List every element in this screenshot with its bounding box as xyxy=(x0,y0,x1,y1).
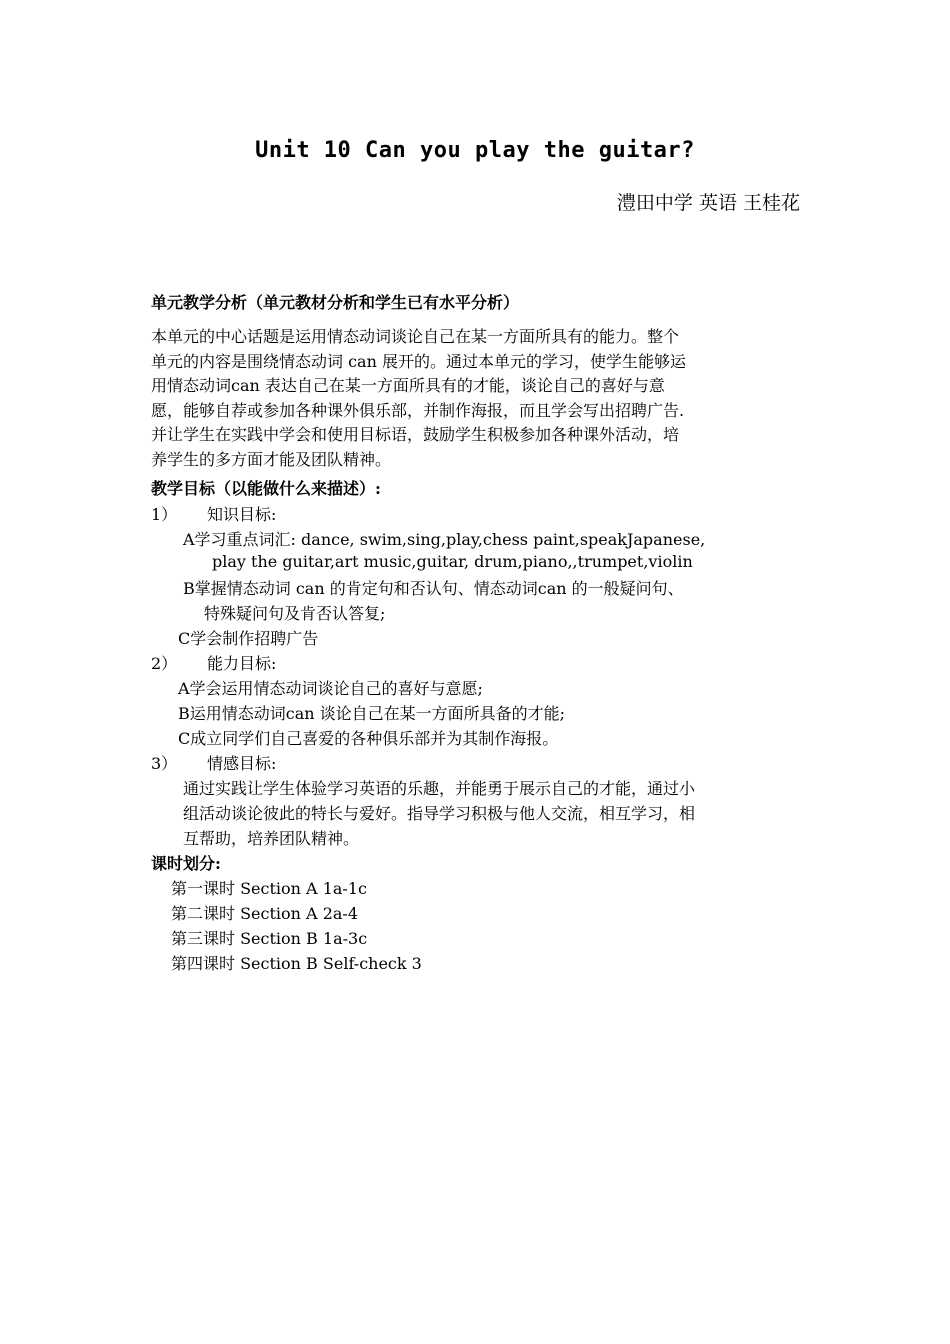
knowledge-objective-label xyxy=(151,502,276,525)
objectives-heading: 教学目标（以能做什么来描述）: xyxy=(151,479,381,498)
knowledge-a-line2: play the guitar,art music,guitar, drum,piano,,trumpet,violin xyxy=(212,552,693,571)
schedule-item: 第二课时 Section A 2a-4 xyxy=(171,904,358,923)
ability-a-line: A学会运用情态动词谈论自己的喜好与意愿; xyxy=(178,679,483,698)
analysis-paragraph xyxy=(151,325,801,472)
author-line: 澧田中学 英语 王桂花 xyxy=(616,192,800,214)
item-label: 情感目标: xyxy=(207,754,277,773)
analysis-line: 用情态动词can 表达自己在某一方面所具有的才能，谈论自己的喜好与意 xyxy=(151,376,665,395)
knowledge-a-line1: A学习重点词汇: dance, swim,sing,play,chess paint,speakJapanese, xyxy=(183,530,706,549)
schedule-heading: 课时划分: xyxy=(151,854,221,873)
knowledge-b-line2: 特殊疑问句及肯否认答复; xyxy=(204,604,386,623)
analysis-heading: 单元教学分析（单元教材分析和学生已有水平分析） xyxy=(151,293,520,312)
emotion-objective-label xyxy=(151,751,276,774)
emotion-line: 组活动谈论彼此的特长与爱好。指导学习积极与他人交流，相互学习，相 xyxy=(183,804,696,823)
analysis-line: 愿，能够自荐或参加各种课外俱乐部，并制作海报，而且学会写出招聘广告. xyxy=(151,400,685,420)
analysis-line: 养学生的多方面才能及团队精神。 xyxy=(151,449,392,469)
emotion-line: 互帮助，培养团队精神。 xyxy=(183,829,360,848)
ability-b-line: B运用情态动词can 谈论自己在某一方面所具备的才能; xyxy=(178,704,566,723)
schedule-item: 第一课时 Section A 1a-1c xyxy=(171,879,367,898)
analysis-line: 并让学生在实践中学会和使用目标语，鼓励学生积极参加各种课外活动，培 xyxy=(151,425,680,444)
analysis-line: 本单元的中心话题是运用情态动词谈论自己在某一方面所具有的能力。整个 xyxy=(151,327,680,346)
item-label: 能力目标: xyxy=(207,654,277,673)
emotion-line: 通过实践让学生体验学习英语的乐趣，并能勇于展示自己的才能，通过小 xyxy=(183,779,696,798)
item-number: 3） xyxy=(151,754,178,773)
schedule-item: 第三课时 Section B 1a-3c xyxy=(171,929,368,948)
item-label: 知识目标: xyxy=(207,505,277,524)
analysis-line: 单元的内容是围绕情态动词 can 展开的。通过本单元的学习，使学生能够运 xyxy=(151,351,686,371)
ability-c-line: C成立同学们自己喜爱的各种俱乐部并为其制作海报。 xyxy=(178,729,559,748)
knowledge-b-line1: B掌握情态动词 can 的肯定句和否认句、情态动词can 的一般疑问句、 xyxy=(183,579,684,598)
item-number: 1） xyxy=(151,505,178,524)
document-title: Unit 10 Can you play the guitar? xyxy=(255,138,695,163)
knowledge-c-line: C学会制作招聘广告 xyxy=(178,629,319,648)
schedule-item: 第四课时 Section B Self-check 3 xyxy=(171,954,422,973)
item-number: 2） xyxy=(151,654,178,673)
ability-objective-label xyxy=(151,651,276,674)
